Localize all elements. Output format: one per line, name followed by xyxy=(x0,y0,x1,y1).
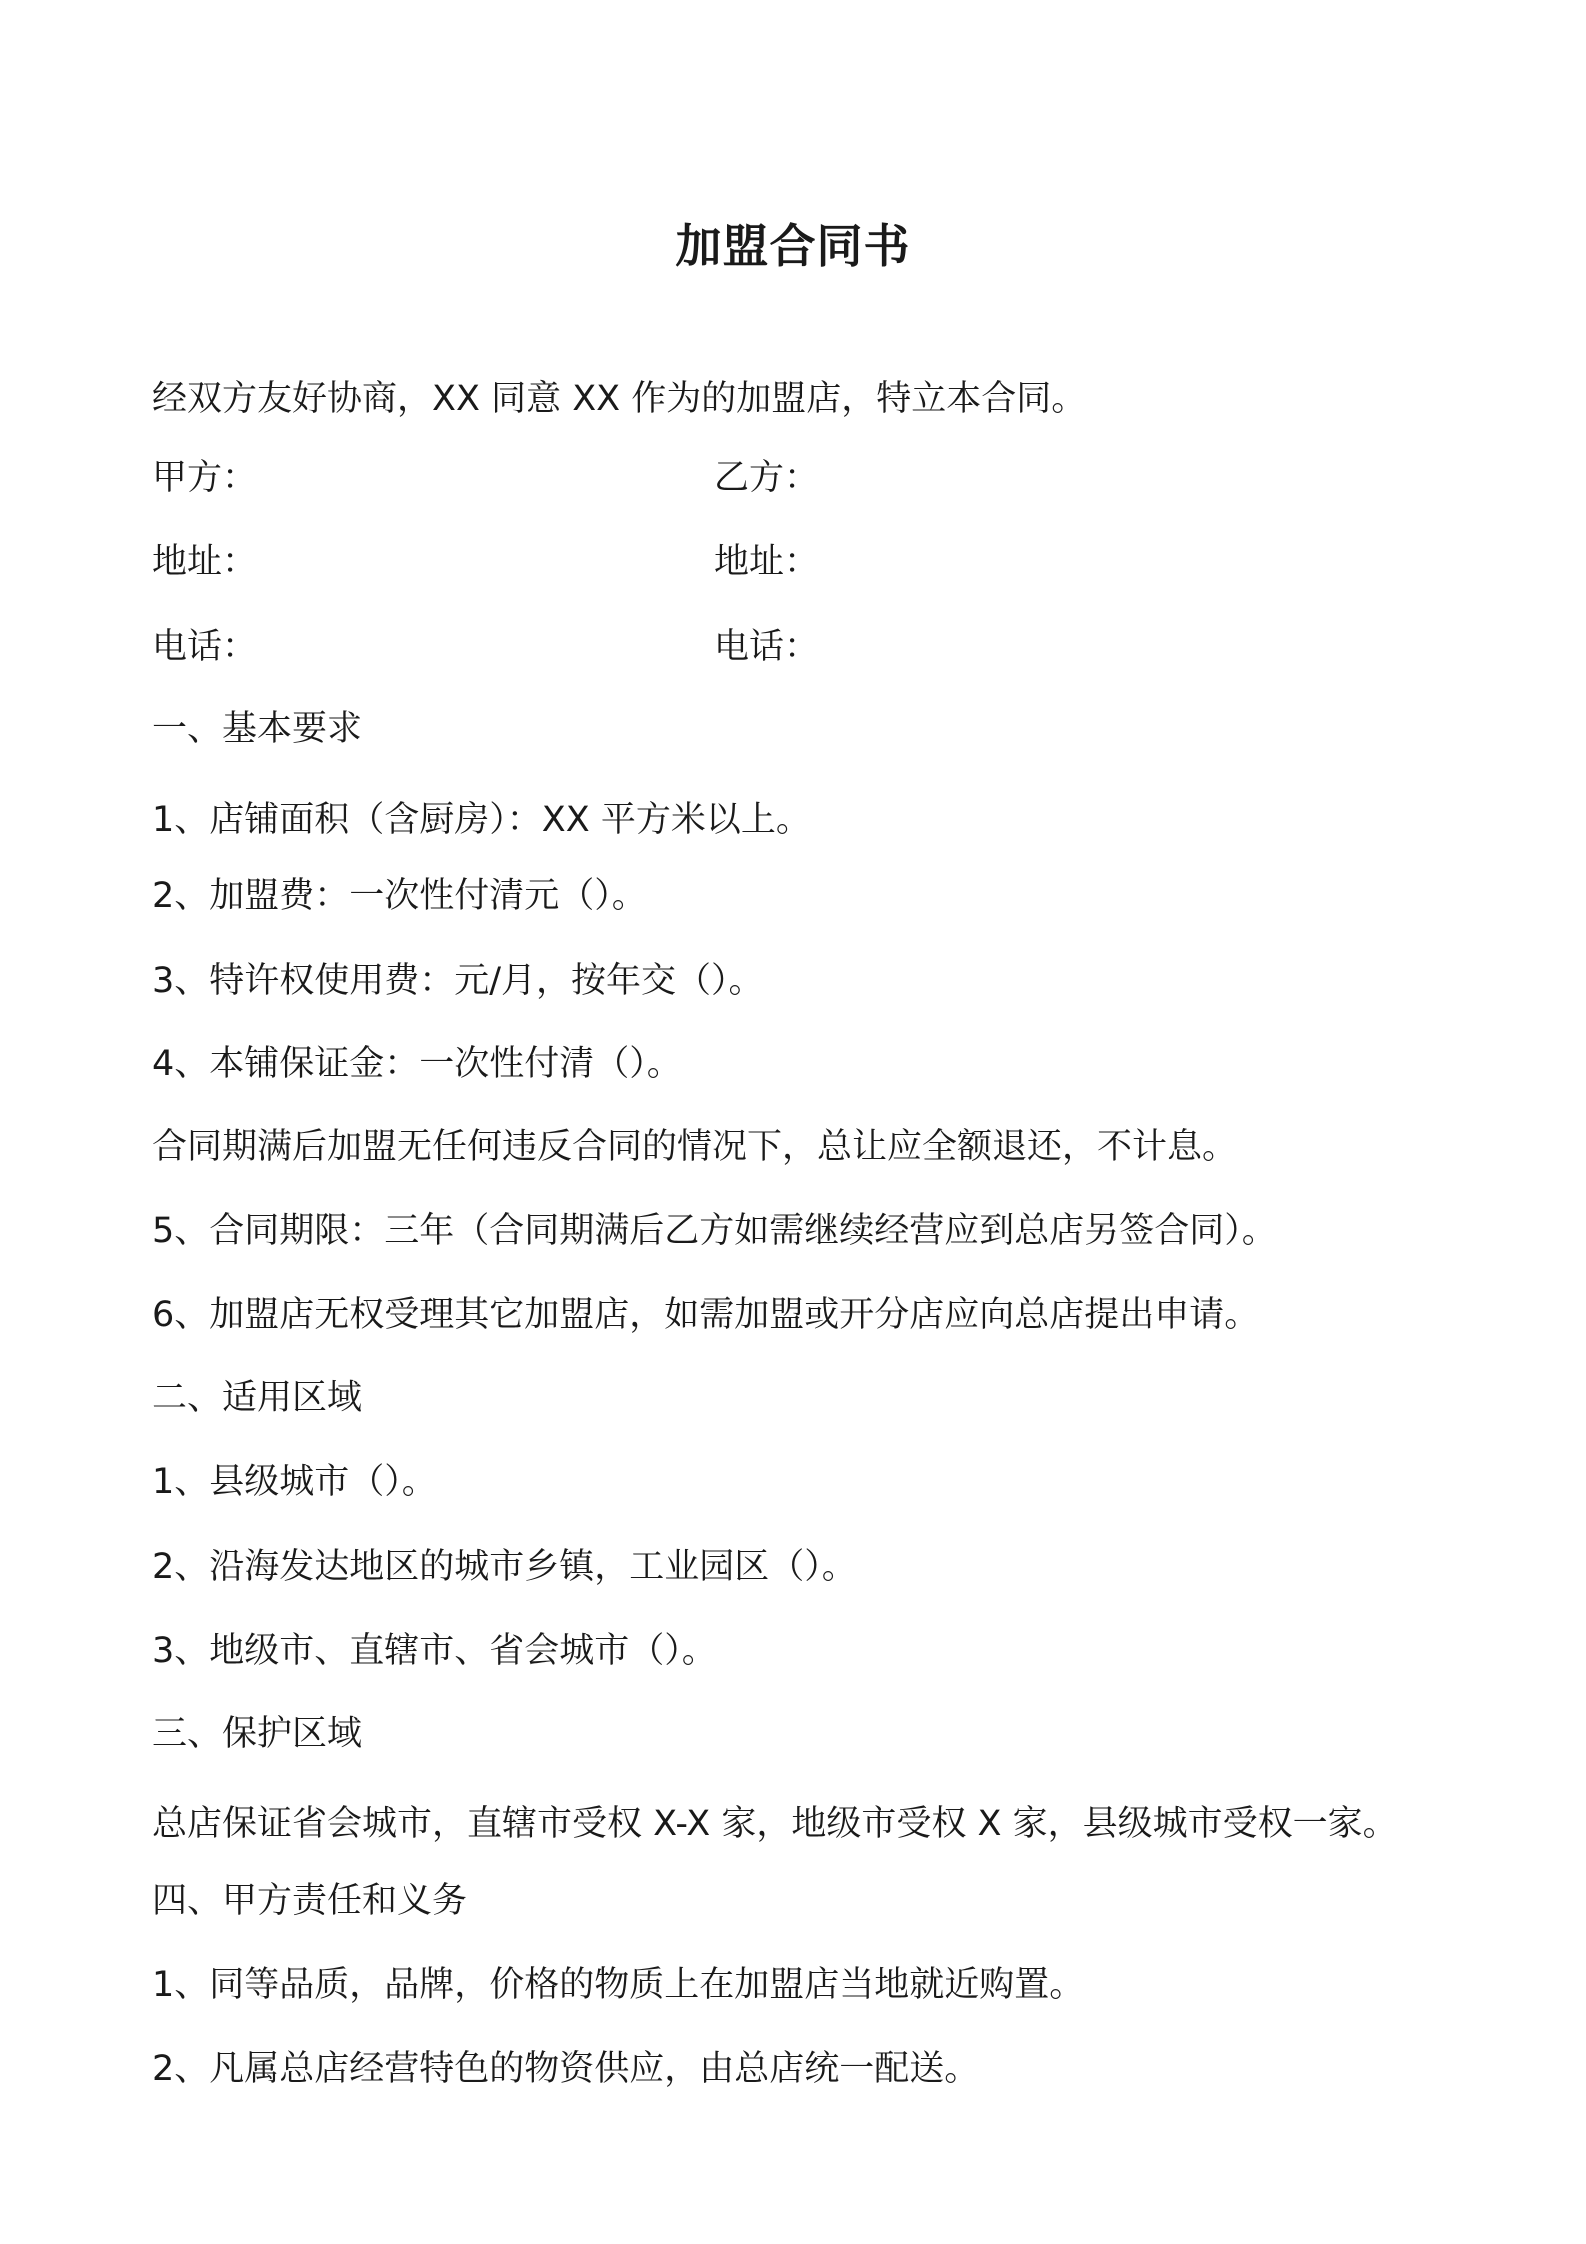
list-item: 1、县级城市（）。 xyxy=(152,1462,437,1502)
section-heading-applicable-regions: 二、适用区域 xyxy=(152,1378,363,1418)
section-heading-protected-regions: 三、保护区域 xyxy=(152,1714,363,1754)
list-item: 4、本铺保证金：一次性付清（）。 xyxy=(152,1044,682,1084)
list-item: 2、凡属总店经营特色的物资供应，由总店统一配送。 xyxy=(152,2049,980,2089)
document-title: 加盟合同书 xyxy=(675,219,911,273)
list-item: 2、沿海发达地区的城市乡镇，工业园区（）。 xyxy=(152,1547,857,1587)
party-b-phone-label: 电话： xyxy=(714,627,820,667)
section-heading-party-a-duties: 四、甲方责任和义务 xyxy=(152,1881,468,1921)
party-b-address-label: 地址： xyxy=(714,542,820,582)
list-item: 1、同等品质，品牌，价格的物质上在加盟店当地就近购置。 xyxy=(152,1965,1085,2005)
list-item: 2、加盟费：一次性付清元（）。 xyxy=(152,876,647,916)
list-item: 6、加盟店无权受理其它加盟店，如需加盟或开分店应向总店提出申请。 xyxy=(152,1295,1260,1335)
list-item: 3、地级市、直辖市、省会城市（）。 xyxy=(152,1631,717,1671)
list-item: 1、店铺面积（含厨房）：XX 平方米以上。 xyxy=(152,800,811,840)
deposit-note: 合同期满后加盟无任何违反合同的情况下，总让应全额退还，不计息。 xyxy=(152,1127,1238,1167)
party-a-address-label: 地址： xyxy=(152,542,258,582)
party-a-phone-label: 电话： xyxy=(152,627,258,667)
section-heading-basic-requirements: 一、基本要求 xyxy=(152,709,363,749)
list-item: 5、合同期限：三年（合同期满后乙方如需继续经营应到总店另签合同）。 xyxy=(152,1211,1277,1251)
party-a-label: 甲方： xyxy=(152,458,258,498)
protected-regions-text: 总店保证省会城市，直辖市受权 X-X 家，地级市受权 X 家，县级城市受权一家。 xyxy=(152,1804,1398,1844)
intro-paragraph: 经双方友好协商，XX 同意 XX 作为的加盟店，特立本合同。 xyxy=(152,379,1087,419)
list-item: 3、特许权使用费：元/月，按年交（）。 xyxy=(152,961,764,1001)
party-b-label: 乙方： xyxy=(714,458,820,498)
